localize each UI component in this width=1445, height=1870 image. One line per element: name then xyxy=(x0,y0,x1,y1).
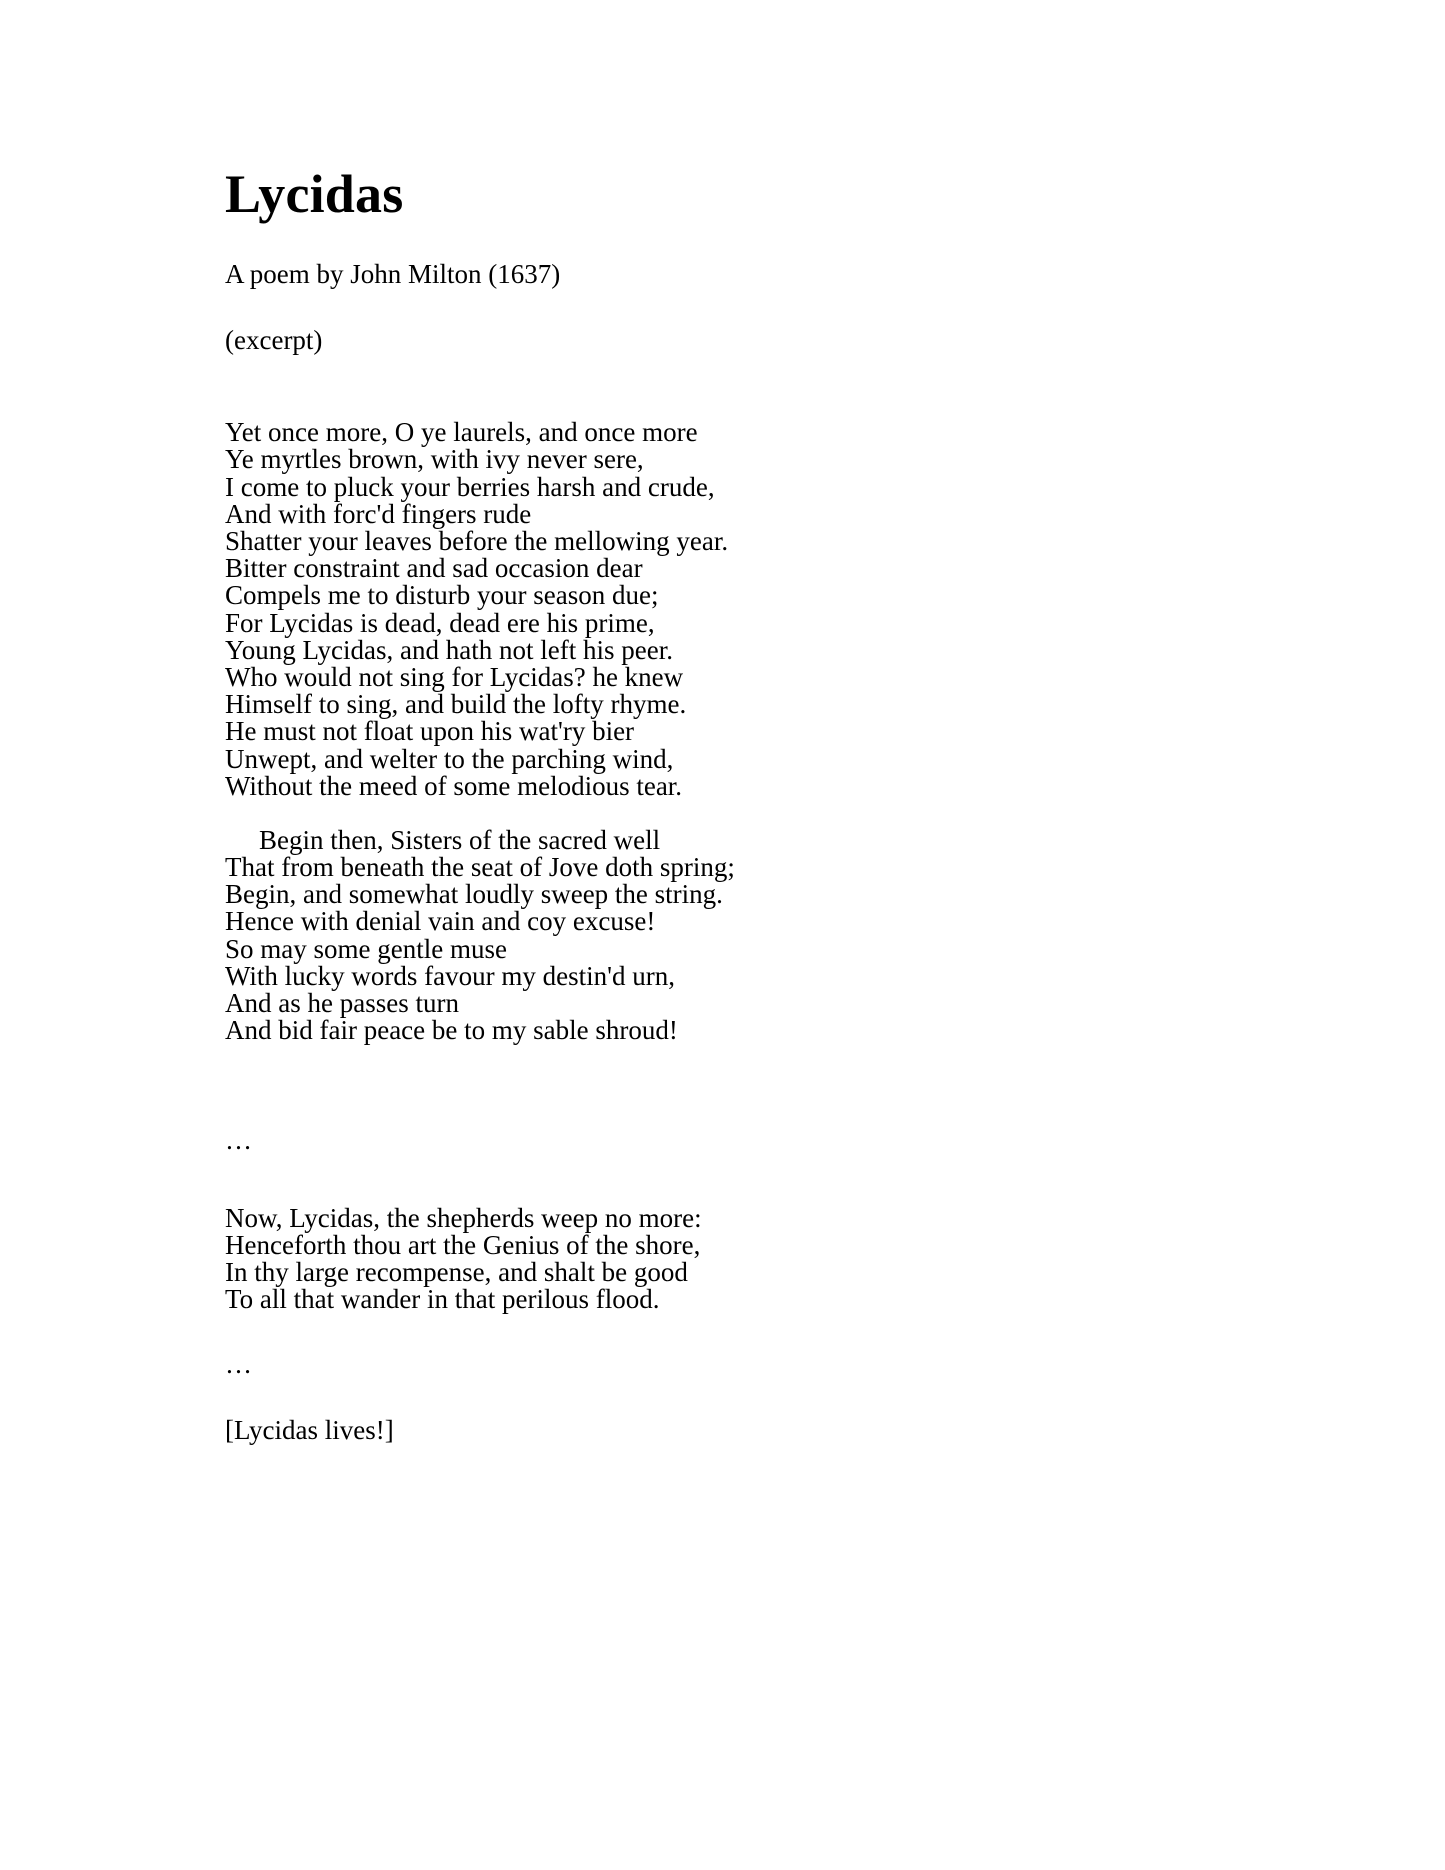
poem-line: In thy large recompense, and shalt be good xyxy=(225,1256,688,1287)
poem-line: Himself to sing, and build the lofty rhyme. xyxy=(225,689,687,720)
poem-line: And with forc'd fingers rude xyxy=(225,498,532,529)
poem-line: Bitter constraint and sad occasion dear xyxy=(225,553,643,584)
poem-line: Shatter your leaves before the mellowing year. xyxy=(225,526,729,557)
poem-line: Unwept, and welter to the parching wind, xyxy=(225,743,674,774)
poem-line: Young Lycidas, and hath not left his peer. xyxy=(225,634,673,665)
poem-line: So may some gentle muse xyxy=(225,933,507,964)
ellipsis-marker-2: … xyxy=(225,1349,253,1380)
poem-line: With lucky words favour my destin'd urn, xyxy=(225,960,675,991)
byline-block xyxy=(225,256,1225,358)
ellipsis-marker-1: … xyxy=(225,1125,253,1156)
excerpt-note: (excerpt) xyxy=(225,324,323,355)
page-title: Lycidas xyxy=(225,164,404,224)
poem-line: He must not float upon his wat'ry bier xyxy=(225,716,635,747)
poem-line: Without the meed of some melodious tear. xyxy=(225,770,683,801)
closing-line: [Lycidas lives!] xyxy=(225,1414,394,1445)
poem-stanza-3 xyxy=(225,1155,1225,1314)
poem-line: Yet once more, O ye laurels, and once more xyxy=(225,417,698,448)
poem-line: Compels me to disturb your season due; xyxy=(225,580,659,611)
document-content xyxy=(225,0,1225,1444)
poem-line: Hence with denial vain and coy excuse! xyxy=(225,906,656,937)
poem-stanza-2 xyxy=(225,800,1225,1045)
poem-line: Henceforth thou art the Genius of the shore, xyxy=(225,1229,701,1260)
poem-line: Begin, and somewhat loudly sweep the string. xyxy=(225,879,723,910)
poem-line: Now, Lycidas, the shepherds weep no more: xyxy=(225,1202,702,1233)
poem-line: To all that wander in that perilous flood. xyxy=(225,1284,660,1315)
poem-line: I come to pluck your berries harsh and crude, xyxy=(225,471,715,502)
poem-line: For Lycidas is dead, dead ere his prime, xyxy=(225,607,655,638)
poem-line: Ye myrtles brown, with ivy never sere, xyxy=(225,444,644,475)
document-subtitle: A poem by John Milton (1637) xyxy=(225,259,561,290)
poem-line: And as he passes turn xyxy=(225,988,459,1019)
poem-line: That from beneath the seat of Jove doth spring; xyxy=(225,852,735,883)
poem-stanza-1 xyxy=(225,358,1225,800)
poem-line: Begin then, Sisters of the sacred well xyxy=(259,824,661,855)
poem-line: And bid fair peace be to my sable shroud! xyxy=(225,1015,678,1046)
poem-line: Who would not sing for Lycidas? he knew xyxy=(225,661,684,692)
